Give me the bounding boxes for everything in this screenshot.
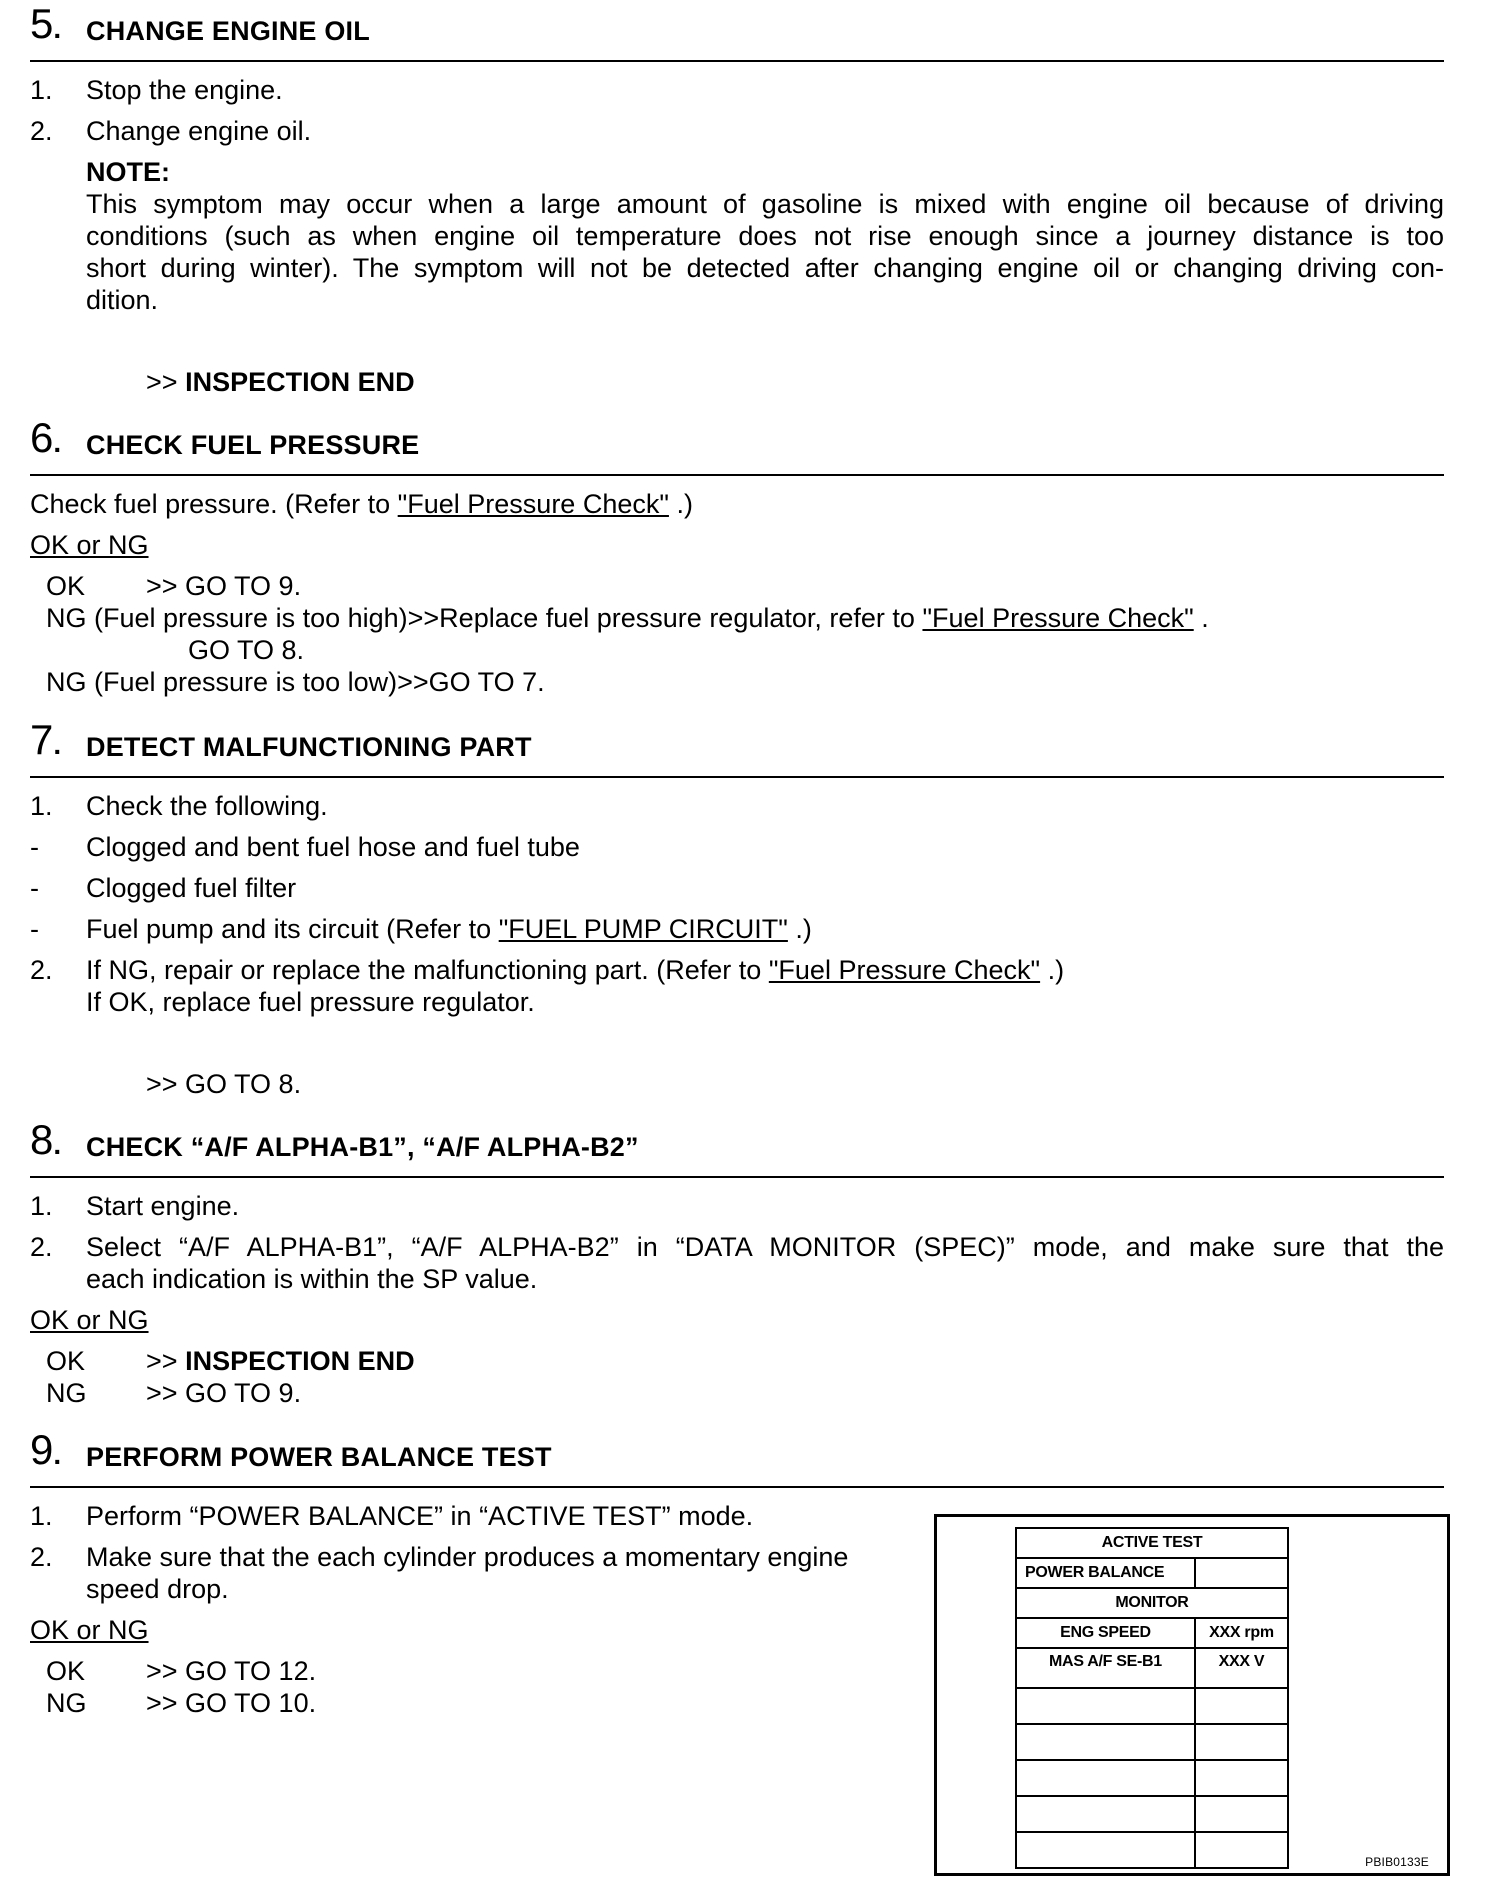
s7-step-2-marker: 2. <box>30 955 53 985</box>
s6-intro-suffix: .) <box>676 489 693 519</box>
s7-step-2-suffix: .) <box>1047 955 1065 985</box>
s5-note-label: NOTE: <box>86 157 170 187</box>
fig-empty-cell <box>1016 1688 1195 1724</box>
s6-ng-high-link[interactable]: "Fuel Pressure Check" <box>922 603 1194 633</box>
s6-ok-or-ng: OK or NG <box>30 530 149 560</box>
section-8-heading <box>30 1118 1444 1178</box>
section-9-title: PERFORM POWER BALANCE TEST <box>86 1442 552 1472</box>
fig-empty-cell <box>1016 1724 1195 1760</box>
fig-empty-cell <box>1195 1724 1288 1760</box>
section-7-number: 7. <box>30 716 62 763</box>
s9-step-2-line-2: speed drop. <box>86 1574 229 1604</box>
s7-step-2-line-2: If OK, replace fuel pressure regulator. <box>86 987 535 1017</box>
fig-eng-speed-value: XXX rpm <box>1195 1618 1288 1648</box>
s6-ok-label: OK <box>46 571 86 601</box>
figure-code: PBIB0133E <box>1365 1855 1429 1869</box>
s7-step-2 <box>86 954 1064 986</box>
s9-ng-result: >> GO TO 10. <box>146 1688 317 1718</box>
s7-bullet-1-text: Clogged and bent fuel hose and fuel tube <box>86 832 580 862</box>
s6-ng-high-next: GO TO 8. <box>188 635 305 665</box>
s6-ng-low: NG (Fuel pressure is too low)>>GO TO 7. <box>46 667 545 697</box>
section-5-title: CHANGE ENGINE OIL <box>86 16 370 46</box>
s7-bullet-3 <box>86 913 812 945</box>
s9-step-2-marker: 2. <box>30 1542 53 1572</box>
fig-mas-af-value: XXX V <box>1195 1648 1288 1688</box>
s7-bullet-3-marker: - <box>30 914 39 944</box>
s8-ng-result: >> GO TO 9. <box>146 1378 302 1408</box>
s5-note-line-3: short during winter). The symptom will not be detected after changing engine oil or changing driving con- <box>86 253 1444 283</box>
s9-step-2-line-1: Make sure that the each cylinder produces a momentary engine <box>86 1542 849 1572</box>
s7-fuel-pressure-check-link[interactable]: "Fuel Pressure Check" <box>768 955 1041 985</box>
s8-step-2-marker: 2. <box>30 1232 53 1262</box>
s6-fuel-pressure-check-link[interactable]: "Fuel Pressure Check" <box>397 489 669 519</box>
fig-empty-cell <box>1195 1760 1288 1796</box>
section-7-title: DETECT MALFUNCTIONING PART <box>86 732 532 762</box>
s6-ng-high-label: NG (Fuel pressure is too high)>>Replace fuel pressure regulator, refer to <box>46 603 915 633</box>
s7-step-2-prefix: If NG, repair or replace the malfunctioning part. (Refer to <box>86 955 762 985</box>
fig-empty-cell <box>1016 1760 1195 1796</box>
fig-empty-cell <box>1195 1688 1288 1724</box>
fig-header: ACTIVE TEST <box>1016 1528 1288 1558</box>
s6-intro <box>30 488 693 520</box>
active-test-figure <box>934 1514 1450 1876</box>
s7-bullet-2-marker: - <box>30 873 39 903</box>
s5-step-2-marker: 2. <box>30 116 53 146</box>
s5-note-line-4: dition. <box>86 285 159 315</box>
s8-ok-label: OK <box>46 1346 86 1376</box>
section-8-title: CHECK “A/F ALPHA-B1”, “A/F ALPHA-B2” <box>86 1132 639 1162</box>
fig-empty-cell <box>1016 1832 1195 1868</box>
s6-intro-prefix: Check fuel pressure. (Refer to <box>30 489 391 519</box>
s9-step-1-marker: 1. <box>30 1501 53 1531</box>
section-5-number: 5. <box>30 0 62 47</box>
fig-empty-cell <box>1195 1832 1288 1868</box>
section-5-heading <box>30 2 1444 62</box>
s8-ok-result-text: INSPECTION END <box>185 1346 415 1376</box>
fig-monitor-label: MONITOR <box>1016 1588 1288 1618</box>
section-7-heading <box>30 718 1444 778</box>
section-9-heading <box>30 1428 1444 1488</box>
s9-ok-label: OK <box>46 1656 86 1686</box>
s5-step-1-text: Stop the engine. <box>86 75 283 105</box>
s8-step-2-line-1: Select “A/F ALPHA-B1”, “A/F ALPHA-B2” in “DATA MONITOR (SPEC)” mode, and make sure that the <box>86 1232 1444 1262</box>
s5-result-text: INSPECTION END <box>185 367 415 397</box>
fig-eng-speed-label: ENG SPEED <box>1016 1618 1195 1648</box>
section-6-heading <box>30 416 1444 476</box>
s6-ok-result: >> GO TO 9. <box>146 571 302 601</box>
s5-step-1-marker: 1. <box>30 75 53 105</box>
fig-power-balance-label: POWER BALANCE <box>1016 1558 1195 1588</box>
s9-ok-or-ng: OK or NG <box>30 1615 149 1645</box>
s7-step-1-marker: 1. <box>30 791 53 821</box>
s5-step-2-text: Change engine oil. <box>86 116 312 146</box>
s9-ng-label: NG <box>46 1688 87 1718</box>
active-test-screen-table <box>1015 1527 1289 1869</box>
s8-step-1-marker: 1. <box>30 1191 53 1221</box>
s5-result-prefix: >> <box>146 367 178 397</box>
fig-empty-cell <box>1195 1796 1288 1832</box>
fig-empty-cell <box>1016 1796 1195 1832</box>
s8-ok-prefix: >> <box>146 1346 178 1376</box>
s7-fuel-pump-circuit-link[interactable]: "FUEL PUMP CIRCUIT" <box>498 914 788 944</box>
s5-note-line-2: conditions (such as when engine oil temperature does not rise enough since a journey distance is too <box>86 221 1444 251</box>
s6-ng-high-suffix: . <box>1201 603 1209 633</box>
s9-step-1-text: Perform “POWER BALANCE” in “ACTIVE TEST” mode. <box>86 1501 754 1531</box>
s8-ok-or-ng: OK or NG <box>30 1305 149 1335</box>
s7-bullet-3-suffix: .) <box>795 914 812 944</box>
s7-step-1-text: Check the following. <box>86 791 328 821</box>
s8-step-1-text: Start engine. <box>86 1191 240 1221</box>
s7-bullet-1-marker: - <box>30 832 39 862</box>
s5-note-line-1: This symptom may occur when a large amount of gasoline is mixed with engine oil because of driving <box>86 189 1444 219</box>
s8-ng-label: NG <box>46 1378 87 1408</box>
s8-step-2-line-2: each indication is within the SP value. <box>86 1264 538 1294</box>
section-6-number: 6. <box>30 414 62 461</box>
section-6-title: CHECK FUEL PRESSURE <box>86 430 420 460</box>
fig-mas-af-label: MAS A/F SE-B1 <box>1016 1648 1195 1688</box>
s7-bullet-2-text: Clogged fuel filter <box>86 873 297 903</box>
s7-result: >> GO TO 8. <box>146 1069 302 1099</box>
s9-ok-result: >> GO TO 12. <box>146 1656 317 1686</box>
s6-ng-high <box>46 602 1346 634</box>
section-9-number: 9. <box>30 1426 62 1473</box>
s5-result <box>146 366 415 398</box>
s7-bullet-3-prefix: Fuel pump and its circuit (Refer to <box>86 914 492 944</box>
s8-ok-result <box>146 1345 415 1377</box>
section-8-number: 8. <box>30 1116 62 1163</box>
fig-power-balance-value <box>1195 1558 1288 1588</box>
